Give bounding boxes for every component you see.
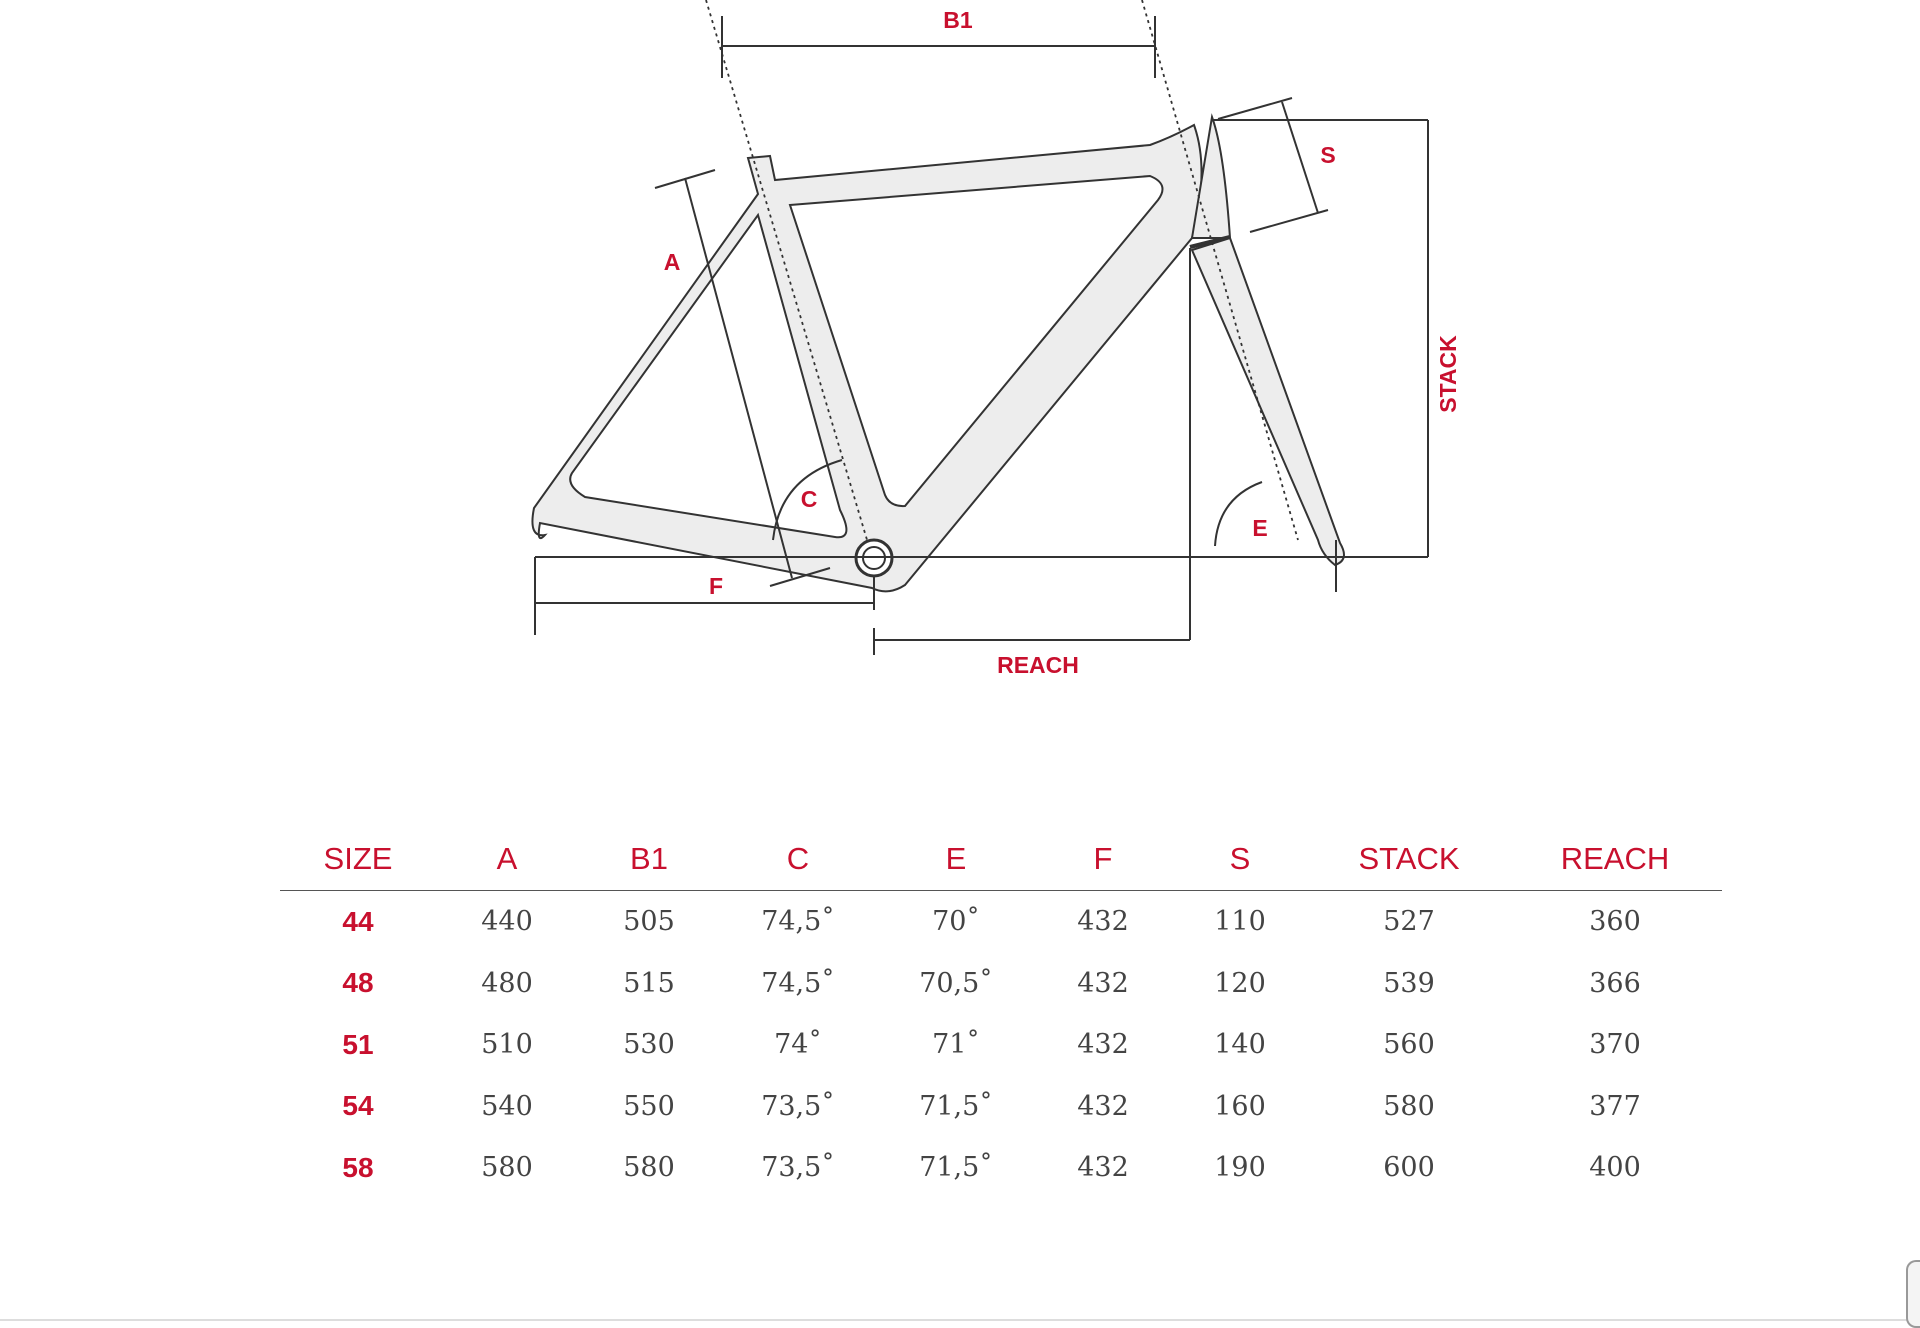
cell-c: 73,5˚ <box>761 1152 835 1184</box>
cell-a: 480 <box>481 967 533 999</box>
label-s: S <box>1320 142 1336 168</box>
page-bottom-divider <box>0 1319 1920 1321</box>
label-reach: REACH <box>997 652 1079 678</box>
column-header-size: SIZE <box>280 828 436 891</box>
cell-reach: 377 <box>1589 1090 1641 1122</box>
cell-f: 432 <box>1077 906 1129 938</box>
size-cell: 51 <box>342 1028 374 1060</box>
cell-s: 160 <box>1214 1090 1266 1122</box>
size-cell: 58 <box>342 1151 374 1183</box>
label-f: F <box>708 573 724 599</box>
column-header-a: A <box>436 828 578 891</box>
label-b1: B1 <box>943 7 973 33</box>
bike-frame <box>532 125 1201 591</box>
table-row <box>280 1137 1722 1199</box>
column-header-c: C <box>720 828 876 891</box>
column-header-stack: STACK <box>1310 828 1508 891</box>
cell-stack: 539 <box>1383 967 1435 999</box>
cell-f: 432 <box>1077 1090 1129 1122</box>
cell-a: 540 <box>481 1090 533 1122</box>
cell-c: 74˚ <box>774 1029 822 1061</box>
cell-b1: 515 <box>623 967 675 999</box>
cell-b1: 530 <box>623 1029 675 1061</box>
label-e: E <box>1252 515 1268 541</box>
cell-reach: 360 <box>1589 906 1641 938</box>
table-row <box>280 1014 1722 1076</box>
geometry-table <box>280 828 1722 1199</box>
cell-e: 71˚ <box>932 1029 980 1061</box>
cell-b1: 550 <box>623 1090 675 1122</box>
cell-s: 190 <box>1214 1152 1266 1184</box>
cell-stack: 580 <box>1383 1090 1435 1122</box>
cell-b1: 580 <box>623 1152 675 1184</box>
fork <box>1192 238 1344 565</box>
cell-stack: 560 <box>1383 1029 1435 1061</box>
cell-reach: 400 <box>1589 1152 1641 1184</box>
table-row <box>280 1076 1722 1138</box>
cell-a: 440 <box>481 906 533 938</box>
cell-b1: 505 <box>623 906 675 938</box>
table-row <box>280 891 1722 953</box>
column-header-reach: REACH <box>1508 828 1722 891</box>
cell-reach: 366 <box>1589 967 1641 999</box>
a-tick-top <box>655 170 715 188</box>
table-header-row <box>280 828 1722 891</box>
cell-f: 432 <box>1077 967 1129 999</box>
cell-e: 70,5˚ <box>919 967 993 999</box>
cell-e: 70˚ <box>932 906 980 938</box>
scrollbar-thumb[interactable] <box>1906 1260 1920 1328</box>
cell-e: 71,5˚ <box>919 1090 993 1122</box>
size-cell: 44 <box>342 905 374 937</box>
cell-c: 73,5˚ <box>761 1090 835 1122</box>
cell-c: 74,5˚ <box>761 906 835 938</box>
label-stack: STACK <box>1435 335 1461 413</box>
column-header-e: E <box>876 828 1036 891</box>
label-a: A <box>663 249 681 275</box>
cell-e: 71,5˚ <box>919 1152 993 1184</box>
column-header-f: F <box>1036 828 1170 891</box>
s-tick-bottom <box>1250 210 1328 232</box>
cell-stack: 600 <box>1383 1152 1435 1184</box>
column-header-b1: B1 <box>578 828 720 891</box>
cell-reach: 370 <box>1589 1029 1641 1061</box>
size-cell: 48 <box>342 967 374 999</box>
cell-f: 432 <box>1077 1152 1129 1184</box>
column-header-s: S <box>1170 828 1310 891</box>
cell-a: 510 <box>481 1029 533 1061</box>
cell-s: 120 <box>1214 967 1266 999</box>
cell-s: 140 <box>1214 1029 1266 1061</box>
s-dimension-line <box>1282 102 1318 213</box>
label-c: C <box>800 486 818 512</box>
table-row <box>280 953 1722 1015</box>
cell-f: 432 <box>1077 1029 1129 1061</box>
cell-a: 580 <box>481 1152 533 1184</box>
cell-stack: 527 <box>1383 906 1435 938</box>
s-tick-top <box>1218 98 1292 119</box>
cell-c: 74,5˚ <box>761 967 835 999</box>
size-cell: 54 <box>342 1090 374 1122</box>
cell-s: 110 <box>1214 906 1266 938</box>
